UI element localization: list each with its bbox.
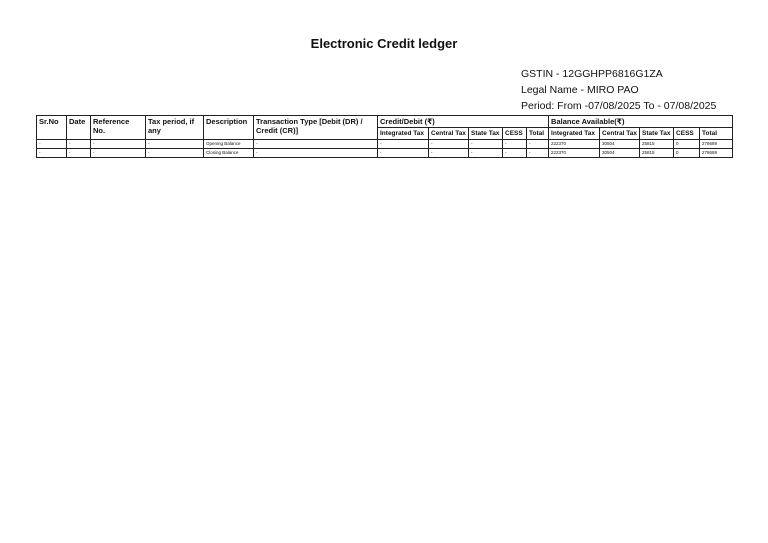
table-cell: -	[37, 139, 67, 148]
table-cell: 278689	[700, 148, 733, 157]
table-cell: 30504	[600, 148, 640, 157]
ledger-body	[37, 139, 733, 157]
table-cell: -	[503, 148, 527, 157]
col-reference: Reference No.	[91, 116, 146, 140]
table-cell: -	[429, 148, 469, 157]
table-cell: 25815	[640, 139, 674, 148]
sub-total: Total	[527, 128, 549, 140]
table-cell: Opening Balance	[204, 139, 254, 148]
sub-state-tax-balance: State Tax	[640, 128, 674, 140]
ledger-info	[521, 66, 716, 114]
col-description: Description	[204, 116, 254, 140]
table-cell: -	[503, 139, 527, 148]
table-cell: 0	[674, 148, 700, 157]
ledger-table	[36, 115, 733, 158]
legal-name-text: Legal Name - MIRO PAO	[521, 84, 639, 96]
sub-central-tax-balance: Central Tax	[600, 128, 640, 140]
table-cell: -	[67, 139, 91, 148]
col-tax-period: Tax period, if any	[146, 116, 204, 140]
sub-integrated-tax-balance: Integrated Tax	[549, 128, 600, 140]
table-cell: -	[37, 148, 67, 157]
table-row	[37, 148, 733, 157]
page-title: Electronic Credit ledger	[310, 36, 458, 51]
table-cell: 222370	[549, 139, 600, 148]
col-transaction-type: Transaction Type [Debit (DR) / Credit (CR)]	[254, 116, 378, 140]
table-row	[37, 139, 733, 148]
table-cell: -	[146, 139, 204, 148]
table-cell: -	[527, 148, 549, 157]
sub-integrated-tax: Integrated Tax	[378, 128, 429, 140]
table-cell: 278689	[700, 139, 733, 148]
table-cell: -	[429, 139, 469, 148]
sub-cess: CESS	[503, 128, 527, 140]
table-cell: -	[469, 139, 503, 148]
table-cell: -	[378, 148, 429, 157]
table-cell: 0	[674, 139, 700, 148]
table-cell: -	[91, 139, 146, 148]
period-text: Period: From -07/08/2025 To - 07/08/2025	[521, 100, 717, 112]
table-cell: -	[469, 148, 503, 157]
table-cell: 222370	[549, 148, 600, 157]
col-balance: Balance Available(₹)	[549, 116, 733, 128]
table-cell: -	[254, 148, 378, 157]
table-cell: Closing Balance	[204, 148, 254, 157]
gstin-text: GSTIN - 12GGHPP6816G1ZA	[521, 68, 663, 80]
header-row	[37, 116, 733, 128]
sub-state-tax: State Tax	[469, 128, 503, 140]
table-cell: -	[91, 148, 146, 157]
table-cell: -	[146, 148, 204, 157]
col-credit-debit: Credit/Debit (₹)	[378, 116, 549, 128]
sub-central-tax: Central Tax	[429, 128, 469, 140]
table-cell: 30504	[600, 139, 640, 148]
table-cell: -	[378, 139, 429, 148]
table-cell: 25815	[640, 148, 674, 157]
table-cell: -	[67, 148, 91, 157]
sub-total-balance: Total	[700, 128, 733, 140]
col-srno: Sr.No	[37, 116, 67, 140]
table-cell: -	[527, 139, 549, 148]
sub-cess-balance: CESS	[674, 128, 700, 140]
col-date: Date	[67, 116, 91, 140]
table-cell: -	[254, 139, 378, 148]
